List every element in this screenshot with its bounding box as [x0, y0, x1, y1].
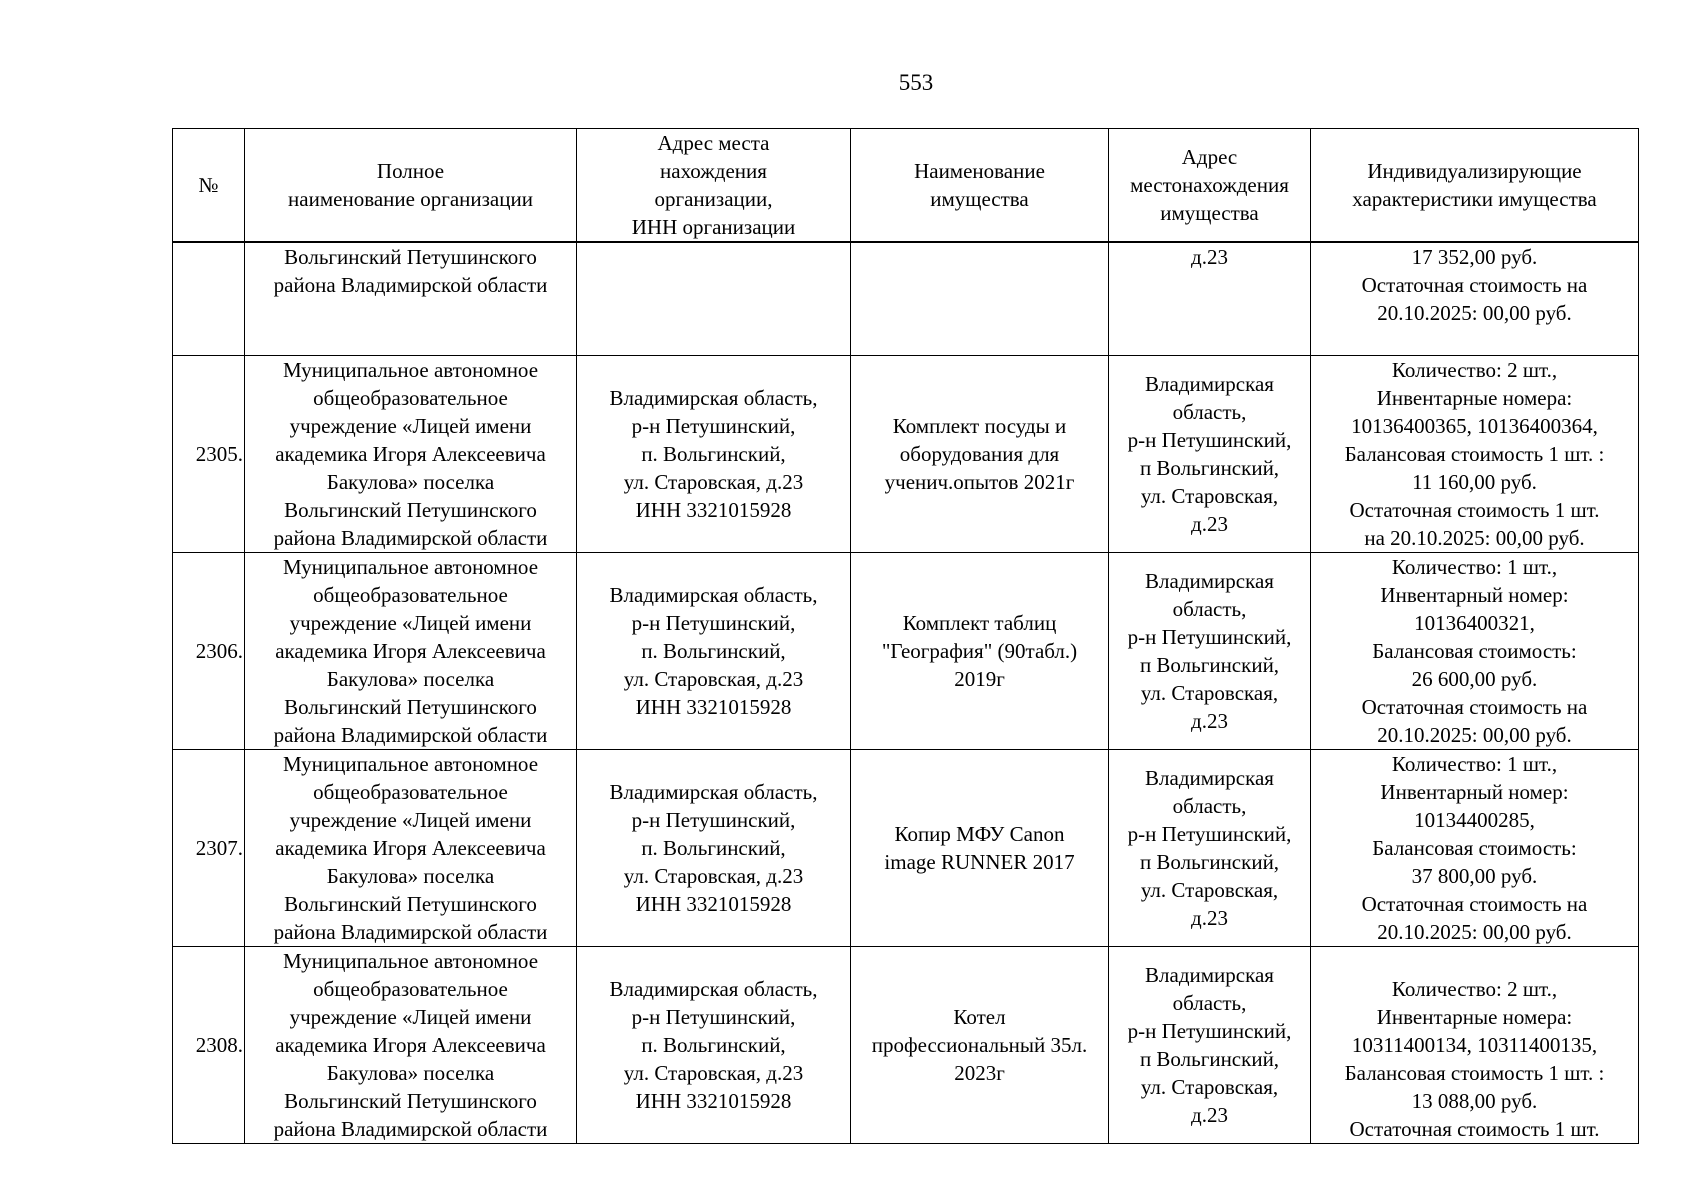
cell-org-name [245, 356, 577, 553]
cell-line: Владимирская область, [609, 583, 818, 607]
column-header-org-name [245, 129, 577, 243]
cell-line: общеобразовательное [313, 583, 508, 607]
cell-line: 2019г [954, 667, 1005, 691]
table-row [173, 947, 1639, 1144]
cell-org-address [577, 553, 851, 750]
cell-line: область, [1172, 794, 1247, 818]
cell-line: имущества [930, 187, 1029, 211]
cell-line: д.23 [1191, 906, 1228, 930]
cell-line: п. Вольгинский, [641, 442, 786, 466]
cell-line: Владимирская область, [609, 780, 818, 804]
cell-line: ул. Старовская, [1140, 1075, 1279, 1099]
cell-line: Комплект посуды и [892, 414, 1067, 438]
cell-line: Количество: 2 шт., [1391, 977, 1558, 1001]
cell-line: района Владимирской области [273, 920, 548, 944]
cell-line: Полное [376, 159, 445, 183]
table-body [173, 242, 1639, 1144]
cell-line: ул. Старовская, д.23 [623, 667, 804, 691]
cell-org-address [577, 356, 851, 553]
cell-line: Вольгинский Петушинского [284, 498, 537, 522]
cell-line: 17 352,00 руб. [1411, 245, 1538, 269]
cell-line: Копир МФУ Canon [894, 822, 1065, 846]
table-row [173, 356, 1639, 553]
cell-line: местонахождения [1130, 173, 1289, 197]
cell-line: учреждение «Лицей имени [289, 414, 532, 438]
header-row [173, 129, 1639, 243]
cell-line: д.23 [1191, 245, 1228, 269]
cell-property-address [1109, 242, 1311, 356]
cell-line: п. Вольгинский, [641, 1033, 786, 1057]
cell-line: общеобразовательное [313, 780, 508, 804]
cell-line: района Владимирской области [273, 723, 548, 747]
cell-line: image RUNNER 2017 [884, 850, 1075, 874]
cell-characteristics [1311, 947, 1639, 1144]
cell-line: района Владимирской области [273, 273, 548, 297]
cell-property-name [851, 356, 1109, 553]
table-row [173, 553, 1639, 750]
cell-line: Балансовая стоимость 1 шт. : [1344, 442, 1605, 466]
cell-line: района Владимирской области [273, 526, 548, 550]
cell-property-name [851, 947, 1109, 1144]
cell-line: "География" (90табл.) [881, 639, 1078, 663]
cell-line: 20.10.2025: 00,00 руб. [1377, 723, 1572, 747]
cell-line: д.23 [1191, 512, 1228, 536]
cell-line: № [198, 173, 219, 197]
cell-line: Вольгинский Петушинского [284, 892, 537, 916]
cell-line: Адрес места [657, 131, 770, 155]
cell-line: р-н Петушинский, [631, 1005, 796, 1029]
cell-line: Владимирская [1145, 569, 1274, 593]
cell-line: ученич.опытов 2021г [884, 470, 1075, 494]
cell-line: Балансовая стоимость: [1372, 639, 1577, 663]
cell-line: академика Игоря Алексеевича [275, 1033, 546, 1057]
cell-line: ИНН организации [631, 215, 796, 239]
table-header [173, 129, 1639, 243]
cell-line: Муниципальное автономное [282, 949, 539, 973]
cell-line: 10136400365, 10136400364, [1351, 414, 1598, 438]
cell-line: п Вольгинский, [1139, 1047, 1280, 1071]
cell-line: р-н Петушинский, [1127, 822, 1292, 846]
cell-characteristics [1311, 553, 1639, 750]
cell-characteristics [1311, 356, 1639, 553]
cell-line: р-н Петушинский, [631, 808, 796, 832]
cell-line: Инвентарные номера: [1376, 386, 1573, 410]
cell-line: Количество: 1 шт., [1391, 555, 1558, 579]
page-number: 553 [898, 70, 934, 95]
cell-property-name [851, 750, 1109, 947]
cell-line: Остаточная стоимость на [1361, 695, 1588, 719]
cell-line: Комплект таблиц [902, 611, 1057, 635]
cell-line: п. Вольгинский, [641, 639, 786, 663]
cell-line: Владимирская область, [609, 386, 818, 410]
column-header-property-name [851, 129, 1109, 243]
cell-org-name [245, 553, 577, 750]
cell-line: д.23 [1191, 1103, 1228, 1127]
cell-line: нахождения [660, 159, 767, 183]
cell-line: академика Игоря Алексеевича [275, 836, 546, 860]
cell-org-address [577, 242, 851, 356]
cell-line: п Вольгинский, [1139, 653, 1280, 677]
cell-number [173, 242, 245, 356]
cell-line: область, [1172, 991, 1247, 1015]
cell-line: ул. Старовская, [1140, 681, 1279, 705]
cell-property-address [1109, 947, 1311, 1144]
cell-line: область, [1172, 400, 1247, 424]
cell-line: р-н Петушинский, [631, 414, 796, 438]
column-header-property-address [1109, 129, 1311, 243]
cell-line: Бакулова» поселка [326, 667, 495, 691]
cell-line: учреждение «Лицей имени [289, 808, 532, 832]
cell-line: п. Вольгинский, [641, 836, 786, 860]
cell-line: общеобразовательное [313, 977, 508, 1001]
cell-line: имущества [1160, 201, 1259, 225]
property-registry-table [172, 128, 1639, 1144]
cell-line: 20.10.2025: 00,00 руб. [1377, 920, 1572, 944]
cell-line: Бакулова» поселка [326, 864, 495, 888]
cell-line: Инвентарные номера: [1376, 1005, 1573, 1029]
cell-line: 2023г [954, 1061, 1005, 1085]
cell-line: Балансовая стоимость 1 шт. : [1344, 1061, 1605, 1085]
cell-org-name [245, 750, 577, 947]
cell-line: Муниципальное автономное [282, 358, 539, 382]
cell-line: Инвентарный номер: [1380, 583, 1569, 607]
cell-line: учреждение «Лицей имени [289, 1005, 532, 1029]
cell-line: Адрес [1181, 145, 1238, 169]
column-header-org-address [577, 129, 851, 243]
cell-line: Владимирская область, [609, 977, 818, 1001]
cell-line: ИНН 3321015928 [635, 695, 792, 719]
cell-line: ул. Старовская, д.23 [623, 864, 804, 888]
cell-line: Остаточная стоимость 1 шт. [1349, 498, 1600, 522]
cell-line: Наименование [914, 159, 1045, 183]
cell-line: ИНН 3321015928 [635, 892, 792, 916]
cell-line: Владимирская [1145, 963, 1274, 987]
cell-line: Инвентарный номер: [1380, 780, 1569, 804]
cell-number: 2307. [173, 750, 245, 947]
cell-line: характеристики имущества [1352, 187, 1597, 211]
cell-number: 2305. [173, 356, 245, 553]
cell-line: 13 088,00 руб. [1411, 1089, 1538, 1113]
cell-line: академика Игоря Алексеевича [275, 442, 546, 466]
cell-line: Количество: 1 шт., [1391, 752, 1558, 776]
continuation-row [173, 242, 1639, 356]
cell-line: 10134400285, [1414, 808, 1535, 832]
cell-org-address [577, 947, 851, 1144]
cell-org-address [577, 750, 851, 947]
cell-line: 20.10.2025: 00,00 руб. [1377, 301, 1572, 325]
cell-property-name [851, 553, 1109, 750]
cell-line: академика Игоря Алексеевича [275, 639, 546, 663]
cell-line: Балансовая стоимость: [1372, 836, 1577, 860]
cell-characteristics [1311, 750, 1639, 947]
cell-line: учреждение «Лицей имени [289, 611, 532, 635]
cell-line: ул. Старовская, [1140, 878, 1279, 902]
cell-line: района Владимирской области [273, 1117, 548, 1141]
cell-line: Индивидуализирующие [1367, 159, 1582, 183]
cell-line: р-н Петушинский, [1127, 1019, 1292, 1043]
cell-line: организации, [654, 187, 773, 211]
cell-line: Муниципальное автономное [282, 555, 539, 579]
cell-line: Количество: 2 шт., [1391, 358, 1558, 382]
cell-line: общеобразовательное [313, 386, 508, 410]
cell-line: оборудования для [899, 442, 1060, 466]
cell-line: 11 160,00 руб. [1412, 470, 1537, 494]
column-header-no [173, 129, 245, 243]
cell-line: Муниципальное автономное [282, 752, 539, 776]
cell-number: 2306. [173, 553, 245, 750]
cell-org-name [245, 242, 577, 356]
cell-line: Остаточная стоимость на [1361, 892, 1588, 916]
cell-line: 10311400134, 10311400135, [1351, 1033, 1598, 1057]
cell-line: Вольгинский Петушинского [284, 695, 537, 719]
cell-line: 10136400321, [1414, 611, 1535, 635]
cell-line: 26 600,00 руб. [1411, 667, 1538, 691]
cell-line: ИНН 3321015928 [635, 1089, 792, 1113]
cell-line: Владимирская [1145, 372, 1274, 396]
cell-characteristics [1311, 242, 1639, 356]
cell-line: Котел [953, 1005, 1006, 1029]
cell-line: ИНН 3321015928 [635, 498, 792, 522]
cell-line: 37 800,00 руб. [1411, 864, 1538, 888]
cell-org-name [245, 947, 577, 1144]
cell-line: область, [1172, 597, 1247, 621]
cell-line: п Вольгинский, [1139, 456, 1280, 480]
cell-line: Владимирская [1145, 766, 1274, 790]
cell-line: Вольгинский Петушинского [284, 245, 537, 269]
cell-line: Остаточная стоимость 1 шт. [1349, 1117, 1600, 1141]
cell-line: ул. Старовская, [1140, 484, 1279, 508]
cell-line: д.23 [1191, 709, 1228, 733]
cell-line: р-н Петушинский, [1127, 625, 1292, 649]
column-header-characteristics [1311, 129, 1639, 243]
cell-property-name [851, 242, 1109, 356]
cell-line: п Вольгинский, [1139, 850, 1280, 874]
cell-property-address [1109, 553, 1311, 750]
cell-number: 2308. [173, 947, 245, 1144]
cell-line: наименование организации [288, 187, 533, 211]
cell-line: профессиональный 35л. [871, 1033, 1088, 1057]
cell-property-address [1109, 356, 1311, 553]
cell-property-address [1109, 750, 1311, 947]
cell-line: Бакулова» поселка [326, 1061, 495, 1085]
cell-line: ул. Старовская, д.23 [623, 470, 804, 494]
cell-line: р-н Петушинский, [1127, 428, 1292, 452]
cell-line: Бакулова» поселка [326, 470, 495, 494]
cell-line: р-н Петушинский, [631, 611, 796, 635]
cell-line: Вольгинский Петушинского [284, 1089, 537, 1113]
cell-line: ул. Старовская, д.23 [623, 1061, 804, 1085]
cell-line: на 20.10.2025: 00,00 руб. [1364, 526, 1585, 550]
cell-line: Остаточная стоимость на [1361, 273, 1588, 297]
table-row [173, 750, 1639, 947]
